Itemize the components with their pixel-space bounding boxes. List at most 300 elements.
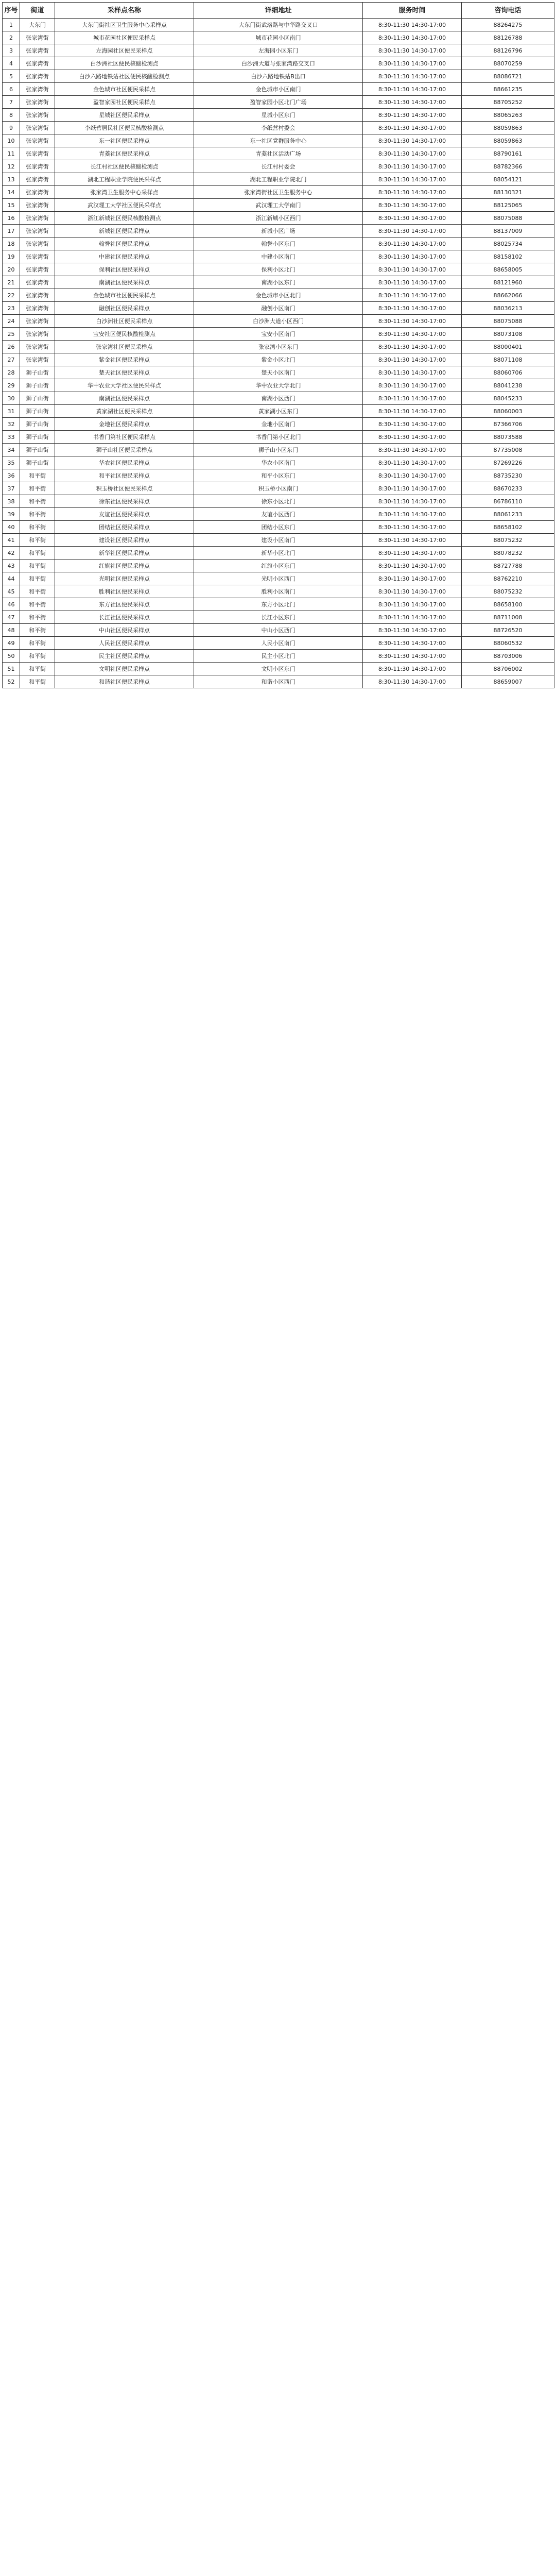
cell-index: 45: [3, 585, 20, 598]
cell-phone: 88727788: [462, 560, 554, 572]
cell-index: 37: [3, 482, 20, 495]
cell-street: 狮子山街: [20, 392, 55, 405]
cell-phone: 88670233: [462, 482, 554, 495]
cell-phone: 87366706: [462, 418, 554, 431]
cell-street: 和平街: [20, 469, 55, 482]
cell-street: 张家湾街: [20, 173, 55, 186]
cell-street: 张家湾街: [20, 250, 55, 263]
cell-phone: 88054121: [462, 173, 554, 186]
table-row: [3, 637, 554, 650]
table-row: [3, 289, 554, 302]
cell-service-time: 8:30-11:30 14:30-17:00: [363, 263, 462, 276]
cell-index: 19: [3, 250, 20, 263]
cell-address: 黄家湖小区东门: [194, 405, 363, 418]
cell-index: 29: [3, 379, 20, 392]
cell-service-time: 8:30-11:30 14:30-17:00: [363, 328, 462, 341]
table-row: [3, 134, 554, 147]
cell-street: 张家湾街: [20, 225, 55, 238]
cell-service-time: 8:30-11:30 14:30-17:00: [363, 495, 462, 508]
cell-street: 狮子山街: [20, 366, 55, 379]
cell-phone: 88782366: [462, 160, 554, 173]
cell-address: 城市花园小区南门: [194, 31, 363, 44]
cell-site-name: 湖北工程职业学院便民采样点: [55, 173, 194, 186]
cell-street: 和平街: [20, 508, 55, 521]
cell-index: 46: [3, 598, 20, 611]
cell-street: 张家湾街: [20, 96, 55, 109]
table-row: [3, 70, 554, 83]
cell-site-name: 红旗社区便民采样点: [55, 560, 194, 572]
cell-phone: 88036213: [462, 302, 554, 315]
table-row: [3, 572, 554, 585]
cell-street: 张家湾街: [20, 353, 55, 366]
cell-street: 和平街: [20, 663, 55, 675]
cell-index: 47: [3, 611, 20, 624]
cell-site-name: 武汉理工大学社区便民采样点: [55, 199, 194, 212]
cell-service-time: 8:30-11:30 14:30-17:00: [363, 663, 462, 675]
cell-index: 24: [3, 315, 20, 328]
cell-phone: 88065263: [462, 109, 554, 122]
cell-address: 文明小区东门: [194, 663, 363, 675]
cell-street: 大东门: [20, 19, 55, 31]
cell-service-time: 8:30-11:30 14:30-17:00: [363, 341, 462, 353]
cell-service-time: 8:30-11:30 14:30-17:00: [363, 289, 462, 302]
cell-address: 长江小区东门: [194, 611, 363, 624]
cell-site-name: 团结社区便民采样点: [55, 521, 194, 534]
cell-site-name: 东一社区便民采样点: [55, 134, 194, 147]
cell-phone: 88121960: [462, 276, 554, 289]
cell-index: 10: [3, 134, 20, 147]
cell-index: 33: [3, 431, 20, 444]
cell-address: 徐东小区北门: [194, 495, 363, 508]
cell-site-name: 长江社区便民采样点: [55, 611, 194, 624]
table-row: [3, 186, 554, 199]
cell-address: 和谐小区西门: [194, 675, 363, 688]
cell-address: 积玉桥小区南门: [194, 482, 363, 495]
cell-index: 8: [3, 109, 20, 122]
cell-service-time: 8:30-11:30 14:30-17:00: [363, 469, 462, 482]
cell-phone: 87269226: [462, 456, 554, 469]
table-row: [3, 173, 554, 186]
table-row: [3, 495, 554, 508]
cell-address: 和平小区东门: [194, 469, 363, 482]
cell-address: 金色城市小区北门: [194, 289, 363, 302]
cell-index: 21: [3, 276, 20, 289]
cell-index: 5: [3, 70, 20, 83]
cell-index: 31: [3, 405, 20, 418]
cell-address: 融创小区南门: [194, 302, 363, 315]
table-row: [3, 611, 554, 624]
cell-address: 宝安小区南门: [194, 328, 363, 341]
cell-service-time: 8:30-11:30 14:30-17:00: [363, 405, 462, 418]
cell-site-name: 青菱社区便民采样点: [55, 147, 194, 160]
cell-site-name: 金地社区便民采样点: [55, 418, 194, 431]
cell-street: 和平街: [20, 572, 55, 585]
cell-address: 东方小区北门: [194, 598, 363, 611]
cell-phone: 88661235: [462, 83, 554, 96]
cell-service-time: 8:30-11:30 14:30-17:00: [363, 186, 462, 199]
cell-phone: 88125065: [462, 199, 554, 212]
cell-address: 狮子山小区东门: [194, 444, 363, 456]
cell-service-time: 8:30-11:30 14:30-17:00: [363, 675, 462, 688]
table-row: [3, 109, 554, 122]
table-row: [3, 650, 554, 663]
cell-service-time: 8:30-11:30 14:30-17:00: [363, 160, 462, 173]
table-row: [3, 405, 554, 418]
cell-phone: 88126796: [462, 44, 554, 57]
cell-address: 胜利小区南门: [194, 585, 363, 598]
cell-address: 保利小区北门: [194, 263, 363, 276]
cell-service-time: 8:30-11:30 14:30-17:00: [363, 366, 462, 379]
cell-service-time: 8:30-11:30 14:30-17:00: [363, 482, 462, 495]
table-row: [3, 19, 554, 31]
cell-phone: 88735230: [462, 469, 554, 482]
cell-site-name: 新城社区便民采样点: [55, 225, 194, 238]
cell-phone: 88073588: [462, 431, 554, 444]
cell-phone: 88075088: [462, 315, 554, 328]
table-row: [3, 379, 554, 392]
cell-address: 左海园小区东门: [194, 44, 363, 57]
cell-address: 人民小区南门: [194, 637, 363, 650]
cell-address: 湖北工程职业学院北门: [194, 173, 363, 186]
cell-site-name: 金色城市社区便民采样点: [55, 289, 194, 302]
cell-address: 金色城市小区南门: [194, 83, 363, 96]
cell-phone: 88060003: [462, 405, 554, 418]
table-row: [3, 456, 554, 469]
cell-index: 7: [3, 96, 20, 109]
cell-index: 52: [3, 675, 20, 688]
cell-index: 16: [3, 212, 20, 225]
cell-street: 张家湾街: [20, 315, 55, 328]
table-row: [3, 534, 554, 547]
cell-site-name: 紫金社区便民采样点: [55, 353, 194, 366]
cell-address: 华中农业大学北门: [194, 379, 363, 392]
cell-phone: 88264275: [462, 19, 554, 31]
cell-site-name: 黄家湖社区便民采样点: [55, 405, 194, 418]
cell-street: 狮子山街: [20, 444, 55, 456]
cell-index: 50: [3, 650, 20, 663]
cell-phone: 88762210: [462, 572, 554, 585]
cell-site-name: 白沙六路地铁站社区便民核酸检测点: [55, 70, 194, 83]
cell-service-time: 8:30-11:30 14:30-17:00: [363, 650, 462, 663]
cell-service-time: 8:30-11:30 14:30-17:00: [363, 31, 462, 44]
cell-street: 狮子山街: [20, 431, 55, 444]
table-row: [3, 315, 554, 328]
cell-index: 26: [3, 341, 20, 353]
cell-street: 张家湾街: [20, 328, 55, 341]
cell-service-time: 8:30-11:30 14:30-17:00: [363, 353, 462, 366]
cell-street: 和平街: [20, 637, 55, 650]
cell-index: 6: [3, 83, 20, 96]
cell-service-time: 8:30-11:30 14:30-17:00: [363, 109, 462, 122]
cell-service-time: 8:30-11:30 14:30-17:00: [363, 379, 462, 392]
cell-phone: 88025734: [462, 238, 554, 250]
cell-phone: 88075232: [462, 585, 554, 598]
cell-index: 43: [3, 560, 20, 572]
cell-service-time: 8:30-11:30 14:30-17:00: [363, 444, 462, 456]
cell-street: 和平街: [20, 534, 55, 547]
cell-phone: 88658100: [462, 598, 554, 611]
cell-site-name: 大东门街社区卫生服务中心采样点: [55, 19, 194, 31]
cell-site-name: 左海园社区便民采样点: [55, 44, 194, 57]
cell-address: 张家湾小区东门: [194, 341, 363, 353]
table-row: [3, 212, 554, 225]
cell-service-time: 8:30-11:30 14:30-17:00: [363, 199, 462, 212]
cell-index: 51: [3, 663, 20, 675]
cell-address: 南湖小区西门: [194, 392, 363, 405]
cell-service-time: 8:30-11:30 14:30-17:00: [363, 431, 462, 444]
cell-address: 新华小区北门: [194, 547, 363, 560]
cell-index: 2: [3, 31, 20, 44]
cell-address: 友谊小区西门: [194, 508, 363, 521]
header-phone: 咨询电话: [462, 3, 554, 19]
cell-street: 张家湾街: [20, 186, 55, 199]
cell-address: 楚天小区南门: [194, 366, 363, 379]
cell-street: 张家湾街: [20, 276, 55, 289]
cell-site-name: 盈智家园社区便民采样点: [55, 96, 194, 109]
cell-site-name: 徐东社区便民采样点: [55, 495, 194, 508]
cell-site-name: 星城社区便民采样点: [55, 109, 194, 122]
cell-site-name: 华农社区便民采样点: [55, 456, 194, 469]
cell-index: 35: [3, 456, 20, 469]
cell-address: 建设小区南门: [194, 534, 363, 547]
cell-street: 和平街: [20, 495, 55, 508]
cell-index: 42: [3, 547, 20, 560]
cell-phone: 88658102: [462, 521, 554, 534]
cell-index: 22: [3, 289, 20, 302]
table-row: [3, 598, 554, 611]
cell-address: 白沙洲大道小区西门: [194, 315, 363, 328]
cell-service-time: 8:30-11:30 14:30-17:00: [363, 134, 462, 147]
cell-street: 和平街: [20, 675, 55, 688]
table-row: [3, 122, 554, 134]
cell-phone: 88070259: [462, 57, 554, 70]
cell-index: 1: [3, 19, 20, 31]
cell-service-time: 8:30-11:30 14:30-17:00: [363, 238, 462, 250]
cell-service-time: 8:30-11:30 14:30-17:00: [363, 276, 462, 289]
cell-address: 星城小区东门: [194, 109, 363, 122]
cell-street: 张家湾街: [20, 147, 55, 160]
cell-site-name: 城市花园社区便民采样点: [55, 31, 194, 44]
cell-address: 东一社区党群服务中心: [194, 134, 363, 147]
cell-site-name: 保利社区便民采样点: [55, 263, 194, 276]
cell-index: 17: [3, 225, 20, 238]
cell-phone: 88060706: [462, 366, 554, 379]
cell-service-time: 8:30-11:30 14:30-17:00: [363, 508, 462, 521]
cell-street: 和平街: [20, 585, 55, 598]
cell-street: 张家湾街: [20, 44, 55, 57]
cell-street: 张家湾街: [20, 212, 55, 225]
table-row: [3, 624, 554, 637]
cell-index: 3: [3, 44, 20, 57]
cell-index: 13: [3, 173, 20, 186]
cell-index: 28: [3, 366, 20, 379]
cell-index: 12: [3, 160, 20, 173]
cell-street: 狮子山街: [20, 418, 55, 431]
cell-service-time: 8:30-11:30 14:30-17:00: [363, 456, 462, 469]
cell-service-time: 8:30-11:30 14:30-17:00: [363, 83, 462, 96]
cell-service-time: 8:30-11:30 14:30-17:00: [363, 392, 462, 405]
table-row: [3, 302, 554, 315]
header-row: [3, 3, 554, 19]
cell-address: 白沙洲大道与张家湾路交叉口: [194, 57, 363, 70]
cell-street: 张家湾街: [20, 302, 55, 315]
cell-street: 和平街: [20, 650, 55, 663]
cell-phone: 88061233: [462, 508, 554, 521]
cell-site-name: 楚天社区便民采样点: [55, 366, 194, 379]
cell-phone: 88659007: [462, 675, 554, 688]
cell-phone: 88073108: [462, 328, 554, 341]
cell-service-time: 8:30-11:30 14:30-17:00: [363, 70, 462, 83]
cell-service-time: 8:30-11:30 14:30-17:00: [363, 624, 462, 637]
cell-street: 狮子山街: [20, 405, 55, 418]
table-row: [3, 83, 554, 96]
cell-street: 张家湾街: [20, 31, 55, 44]
cell-service-time: 8:30-11:30 14:30-17:00: [363, 19, 462, 31]
cell-address: 南湖小区东门: [194, 276, 363, 289]
cell-site-name: 长江村社区便民核酸检测点: [55, 160, 194, 173]
cell-street: 张家湾街: [20, 263, 55, 276]
cell-phone: 88059863: [462, 122, 554, 134]
cell-street: 张家湾街: [20, 134, 55, 147]
cell-site-name: 人民社区便民采样点: [55, 637, 194, 650]
cell-index: 25: [3, 328, 20, 341]
cell-phone: 86786110: [462, 495, 554, 508]
cell-site-name: 张家湾卫生服务中心采样点: [55, 186, 194, 199]
cell-site-name: 中建社区便民采样点: [55, 250, 194, 263]
cell-site-name: 东方社区便民采样点: [55, 598, 194, 611]
cell-index: 30: [3, 392, 20, 405]
cell-site-name: 李纸营居民社区便民核酸检测点: [55, 122, 194, 134]
cell-service-time: 8:30-11:30 14:30-17:00: [363, 572, 462, 585]
cell-phone: 88158102: [462, 250, 554, 263]
table-row: [3, 276, 554, 289]
cell-site-name: 书香门第社区便民采样点: [55, 431, 194, 444]
cell-phone: 88086721: [462, 70, 554, 83]
cell-address: 团结小区东门: [194, 521, 363, 534]
cell-site-name: 白沙洲社区便民核酸检测点: [55, 57, 194, 70]
cell-service-time: 8:30-11:30 14:30-17:00: [363, 598, 462, 611]
cell-street: 张家湾街: [20, 70, 55, 83]
table-row: [3, 431, 554, 444]
cell-index: 20: [3, 263, 20, 276]
cell-address: 光明小区西门: [194, 572, 363, 585]
cell-phone: 88041238: [462, 379, 554, 392]
cell-index: 38: [3, 495, 20, 508]
table-row: [3, 482, 554, 495]
cell-address: 盈智家园小区北门广场: [194, 96, 363, 109]
cell-street: 狮子山街: [20, 456, 55, 469]
cell-site-name: 白沙洲社区便民采样点: [55, 315, 194, 328]
table-row: [3, 353, 554, 366]
cell-index: 18: [3, 238, 20, 250]
cell-service-time: 8:30-11:30 14:30-17:00: [363, 547, 462, 560]
table-row: [3, 199, 554, 212]
table-row: [3, 44, 554, 57]
cell-address: 白沙六路地铁站B出口: [194, 70, 363, 83]
table-row: [3, 418, 554, 431]
cell-phone: 88059863: [462, 134, 554, 147]
cell-index: 4: [3, 57, 20, 70]
table-row: [3, 263, 554, 276]
cell-street: 张家湾街: [20, 199, 55, 212]
cell-phone: 88075232: [462, 534, 554, 547]
cell-phone: 88000401: [462, 341, 554, 353]
cell-site-name: 南湖社区便民采样点: [55, 392, 194, 405]
cell-site-name: 浙江新城社区便民核酸检测点: [55, 212, 194, 225]
cell-phone: 88703006: [462, 650, 554, 663]
cell-site-name: 融创社区便民采样点: [55, 302, 194, 315]
cell-service-time: 8:30-11:30 14:30-17:00: [363, 302, 462, 315]
sampling-sites-table: [2, 2, 554, 688]
table-row: [3, 366, 554, 379]
cell-index: 14: [3, 186, 20, 199]
cell-street: 狮子山街: [20, 379, 55, 392]
cell-site-name: 积玉桥社区便民采样点: [55, 482, 194, 495]
cell-phone: 88790161: [462, 147, 554, 160]
cell-address: 长江村村委会: [194, 160, 363, 173]
cell-service-time: 8:30-11:30 14:30-17:00: [363, 96, 462, 109]
table-row: [3, 675, 554, 688]
cell-phone: 88711008: [462, 611, 554, 624]
table-row: [3, 96, 554, 109]
cell-street: 和平街: [20, 611, 55, 624]
cell-service-time: 8:30-11:30 14:30-17:00: [363, 585, 462, 598]
cell-service-time: 8:30-11:30 14:30-17:00: [363, 315, 462, 328]
cell-address: 李纸营村委会: [194, 122, 363, 134]
cell-street: 和平街: [20, 560, 55, 572]
cell-phone: 88662066: [462, 289, 554, 302]
cell-service-time: 8:30-11:30 14:30-17:00: [363, 534, 462, 547]
cell-address: 新城小区广场: [194, 225, 363, 238]
cell-site-name: 胜利社区便民采样点: [55, 585, 194, 598]
cell-phone: 88137009: [462, 225, 554, 238]
table-row: [3, 57, 554, 70]
cell-site-name: 和谐社区便民采样点: [55, 675, 194, 688]
cell-site-name: 翰誉社区便民采样点: [55, 238, 194, 250]
table-row: [3, 663, 554, 675]
cell-street: 张家湾街: [20, 109, 55, 122]
table-body: [3, 19, 554, 688]
cell-street: 和平街: [20, 547, 55, 560]
cell-street: 和平街: [20, 482, 55, 495]
table-row: [3, 444, 554, 456]
cell-phone: 88071108: [462, 353, 554, 366]
cell-index: 32: [3, 418, 20, 431]
cell-address: 中山小区西门: [194, 624, 363, 637]
cell-index: 48: [3, 624, 20, 637]
cell-address: 青菱社区活动广场: [194, 147, 363, 160]
cell-service-time: 8:30-11:30 14:30-17:00: [363, 418, 462, 431]
cell-street: 和平街: [20, 624, 55, 637]
cell-index: 34: [3, 444, 20, 456]
cell-index: 40: [3, 521, 20, 534]
cell-address: 武汉理工大学南门: [194, 199, 363, 212]
cell-street: 张家湾街: [20, 238, 55, 250]
header-index: 序号: [3, 3, 20, 19]
cell-phone: 88658005: [462, 263, 554, 276]
cell-phone: 87735008: [462, 444, 554, 456]
cell-service-time: 8:30-11:30 14:30-17:00: [363, 521, 462, 534]
cell-street: 张家湾街: [20, 341, 55, 353]
cell-site-name: 金色城市社区便民采样点: [55, 83, 194, 96]
cell-site-name: 文明社区便民采样点: [55, 663, 194, 675]
sampling-sites-sheet: [2, 2, 554, 688]
cell-address: 紫金小区北门: [194, 353, 363, 366]
cell-address: 大东门街武珞路与中华路交叉口: [194, 19, 363, 31]
table-row: [3, 328, 554, 341]
cell-street: 张家湾街: [20, 83, 55, 96]
cell-site-name: 建设社区便民采样点: [55, 534, 194, 547]
